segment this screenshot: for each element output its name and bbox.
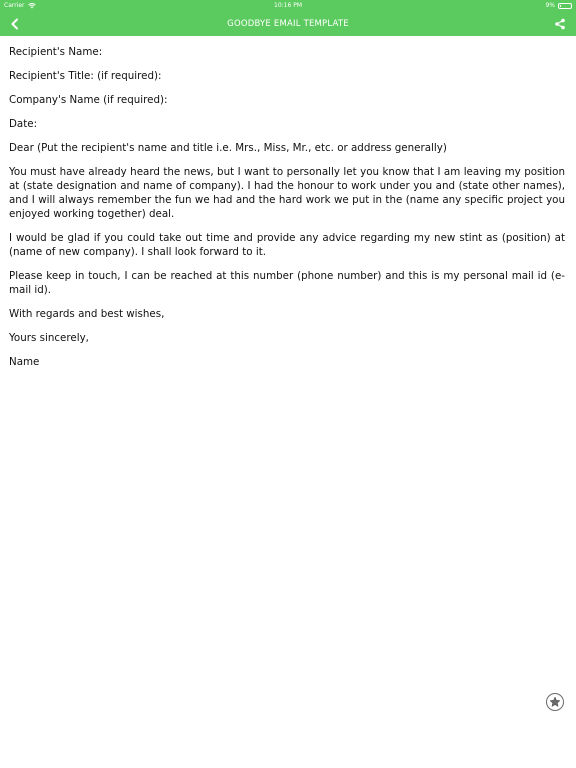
share-button[interactable] [552, 16, 568, 32]
battery-fill [560, 5, 561, 7]
carrier-label: Carrier [4, 2, 25, 9]
recipient-title-line: Recipient's Title: (if required): [9, 70, 162, 82]
closing-line: With regards and best wishes, [9, 308, 165, 320]
page-title: GOODBYE EMAIL TEMPLATE [227, 19, 349, 29]
status-bar [0, 0, 576, 12]
status-time: 10:16 PM [274, 2, 302, 9]
body-paragraph-2: I would be glad if you could take out time and provide any advice regarding my new stint as (position) at (name of new company). I shall look forward to it. [9, 232, 565, 258]
body-paragraph-1: You must have already heard the news, but I want to personally let you know that I am leaving my position at (state designation and name of company). I had the honour to work under you and (state other names), and I will always remember the fun we had and the hard work we put in the (name any specific project you enjoyed working together) deal. [9, 166, 565, 220]
nav-bar [0, 12, 576, 36]
star-icon [549, 696, 561, 708]
company-name-line: Company's Name (if required): [9, 94, 168, 106]
body-paragraph-3: Please keep in touch, I can be reached at this number (phone number) and this is my personal mail id (e-mail id). [9, 270, 565, 296]
recipient-name-line: Recipient's Name: [9, 46, 103, 58]
letter-content [9, 45, 565, 379]
battery-percent: 9% [545, 2, 555, 9]
battery-icon [558, 3, 572, 9]
sign-off-line: Yours sincerely, [9, 332, 89, 344]
signature-name-line: Name [9, 356, 40, 368]
favorite-button[interactable] [546, 693, 564, 711]
salutation-line: Dear (Put the recipient's name and title i.e. Mrs., Miss, Mr., etc. or address generally) [9, 142, 447, 154]
status-right [545, 0, 572, 12]
date-line: Date: [9, 118, 38, 130]
share-icon [554, 18, 566, 30]
